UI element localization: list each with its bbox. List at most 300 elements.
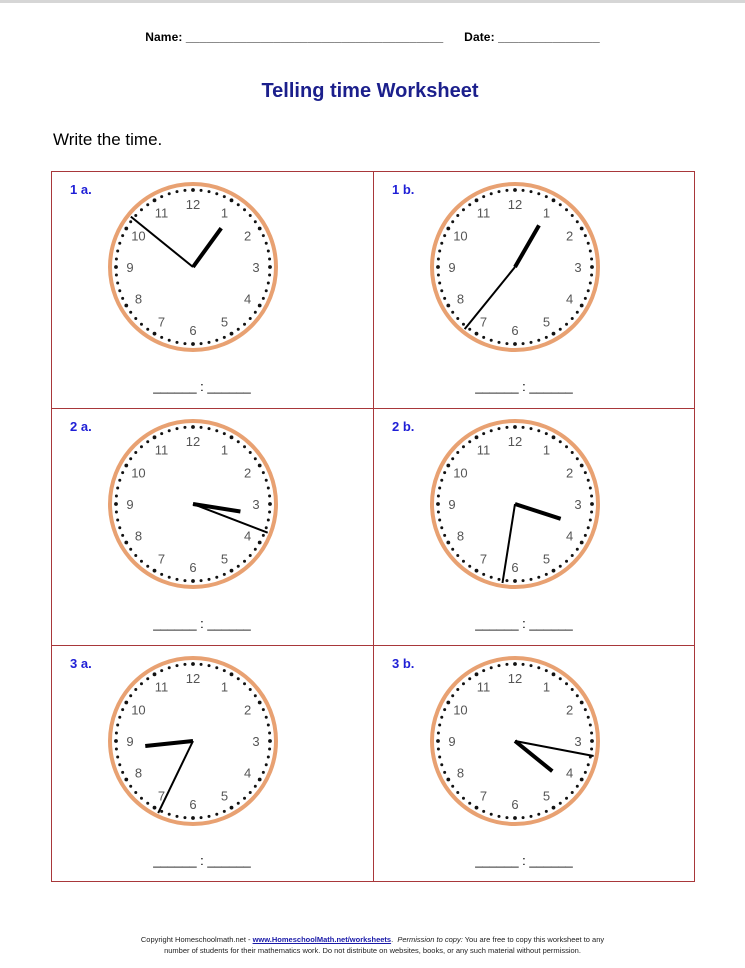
minute-dot (249, 317, 252, 320)
clock-number: 7 (479, 788, 488, 804)
minute-dot (443, 234, 446, 237)
minute-dot (545, 573, 548, 576)
minute-dot (559, 802, 562, 805)
date-label: Date: (464, 30, 495, 44)
minute-dot (129, 548, 132, 551)
minute-dot (436, 502, 440, 506)
minute-dot (134, 214, 137, 217)
minute-dot (530, 427, 533, 430)
clock-number: 12 (185, 671, 201, 686)
minute-dot (124, 227, 128, 231)
minute-dot (451, 548, 454, 551)
minute-dot (462, 682, 465, 685)
minute-dot (580, 464, 584, 468)
minute-dot (268, 274, 271, 277)
minute-dot (115, 731, 118, 734)
minute-dot (443, 534, 446, 537)
minute-dot (215, 339, 218, 342)
minute-dot (116, 519, 119, 522)
minute-dot (490, 429, 493, 432)
minute-dot (513, 425, 517, 429)
minute-dot (497, 190, 500, 193)
minute-dot (114, 265, 118, 269)
clock-number: 2 (243, 465, 252, 481)
clock-number: 10 (131, 228, 146, 244)
minute-dot (265, 716, 268, 719)
minute-dot (440, 242, 443, 245)
minute-dot (587, 526, 590, 529)
minute-dot (571, 554, 574, 557)
minute-dot (443, 297, 446, 300)
minute-dot (153, 672, 157, 676)
minute-dot (530, 341, 533, 344)
minute-dot (451, 694, 454, 697)
clock-number: 12 (185, 197, 201, 212)
minute-dot (146, 565, 149, 568)
clock-number: 12 (507, 434, 523, 449)
minute-dot (265, 763, 268, 766)
minute-dot (265, 526, 268, 529)
minute-dot (522, 426, 525, 429)
minute-dot (436, 265, 440, 269)
minute-dot (580, 541, 584, 545)
minute-dot (589, 249, 592, 252)
minute-dot (175, 427, 178, 430)
minute-dot (254, 311, 257, 314)
minute-dot (168, 813, 171, 816)
minute-dot (437, 511, 440, 514)
clock-number: 4 (243, 291, 252, 307)
problem-label: 2 a. (70, 419, 92, 434)
minute-dot (497, 815, 500, 818)
clock-number: 9 (126, 497, 134, 512)
minute-dot (114, 502, 118, 506)
minute-dot (565, 560, 568, 563)
clock-number: 11 (476, 205, 491, 221)
minute-dot (129, 220, 132, 223)
minute-dot (243, 445, 246, 448)
clock-number: 1 (542, 205, 551, 221)
minute-dot (513, 188, 517, 192)
minute-dot (545, 432, 548, 435)
minute-dot (580, 227, 584, 231)
minute-dot (129, 785, 132, 788)
minute-dot (191, 579, 195, 583)
minute-dot (446, 541, 450, 545)
minute-dot (160, 432, 163, 435)
minute-dot (584, 771, 587, 774)
minute-dot (116, 249, 119, 252)
clock-number: 12 (185, 434, 201, 449)
minute-dot (590, 502, 594, 506)
minute-dot (134, 688, 137, 691)
minute-dot (530, 664, 533, 667)
minute-dot (268, 502, 272, 506)
clock-number: 1 (220, 205, 229, 221)
minute-dot (223, 432, 226, 435)
problem-label: 1 b. (392, 182, 415, 197)
minute-dot (146, 677, 149, 680)
instruction-text: Write the time. (53, 130, 163, 149)
minute-dot (168, 576, 171, 579)
minute-dot (208, 664, 211, 667)
minute-dot (191, 342, 195, 346)
clock-number: 3 (574, 734, 582, 749)
minute-dot (451, 311, 454, 314)
minute-dot (183, 816, 186, 819)
worksheet-header (0, 30, 745, 44)
minute-dot (505, 663, 508, 666)
minute-dot (552, 332, 556, 336)
minute-dot (183, 426, 186, 429)
minute-dot (451, 457, 454, 460)
clock-number: 7 (479, 314, 488, 330)
minute-dot (505, 342, 508, 345)
minute-dot (576, 548, 579, 551)
minute-dot (522, 342, 525, 345)
minute-dot (475, 672, 479, 676)
minute-dot (468, 203, 471, 206)
minute-dot (446, 464, 450, 468)
minute-dot (200, 663, 203, 666)
minute-dot (559, 328, 562, 331)
minute-dot (230, 672, 234, 676)
minute-dot (438, 249, 441, 252)
minute-dot (456, 688, 459, 691)
minute-dot (497, 578, 500, 581)
minute-dot (268, 748, 271, 751)
minute-dot (200, 342, 203, 345)
clock-number: 8 (456, 528, 465, 544)
clock-number: 12 (507, 197, 523, 212)
minute-dot (482, 336, 485, 339)
minute-dot (191, 816, 195, 820)
minute-dot (589, 282, 592, 285)
clock-number: 9 (126, 260, 134, 275)
clock-number: 6 (511, 797, 519, 812)
clock-number: 8 (134, 291, 143, 307)
minute-dot (262, 708, 265, 711)
minute-dot (580, 701, 584, 705)
minute-dot (146, 203, 149, 206)
minute-dot (243, 797, 246, 800)
clock-number: 4 (565, 765, 574, 781)
problem-cell (374, 409, 695, 646)
minute-dot (160, 195, 163, 198)
minute-dot (590, 274, 593, 277)
problem-cell (374, 172, 695, 409)
minute-dot (168, 429, 171, 432)
minute-dot (265, 242, 268, 245)
clock-number: 10 (131, 702, 146, 718)
minute-dot (237, 440, 240, 443)
minute-dot (522, 579, 525, 582)
minute-dot (446, 778, 450, 782)
problem-cell (52, 409, 374, 646)
minute-dot (590, 265, 594, 269)
problem-cell (52, 172, 374, 409)
minute-dot (537, 429, 540, 432)
minute-dot (267, 282, 270, 285)
minute-dot (589, 519, 592, 522)
clock-number: 6 (189, 323, 197, 338)
minute-dot (200, 816, 203, 819)
minute-dot (559, 565, 562, 568)
clock-number: 9 (126, 734, 134, 749)
minute-dot (140, 560, 143, 563)
answer-blank: ______ : ______ (475, 616, 573, 631)
minute-dot (140, 208, 143, 211)
minute-dot (258, 464, 262, 468)
minute-dot (530, 815, 533, 818)
minute-dot (513, 816, 517, 820)
answer-blank: ______ : ______ (153, 379, 251, 394)
minute-dot (559, 440, 562, 443)
clock-number: 4 (243, 765, 252, 781)
minute-dot (243, 682, 246, 685)
minute-dot (254, 457, 257, 460)
minute-dot (522, 816, 525, 819)
minute-dot (438, 756, 441, 759)
minute-dot (438, 519, 441, 522)
minute-dot (490, 666, 493, 669)
minute-dot (440, 763, 443, 766)
minute-dot (522, 663, 525, 666)
problem-label: 3 a. (70, 656, 92, 671)
minute-dot (134, 791, 137, 794)
minute-dot (571, 451, 574, 454)
minute-dot (475, 569, 479, 573)
clock-number: 11 (476, 442, 491, 458)
minute-dot (153, 435, 157, 439)
minute-dot (249, 554, 252, 557)
answer-blank: ______ : ______ (153, 853, 251, 868)
clock-number: 1 (220, 442, 229, 458)
clock-number: 9 (448, 260, 456, 275)
minute-dot (121, 708, 124, 711)
minute-dot (254, 694, 257, 697)
minute-dot (475, 435, 479, 439)
minute-dot (268, 739, 272, 743)
minute-dot (584, 297, 587, 300)
minute-dot (118, 526, 121, 529)
minute-dot (230, 569, 234, 573)
minute-dot (580, 778, 584, 782)
minute-dot (175, 341, 178, 344)
minute-dot (513, 579, 517, 583)
minute-dot (565, 445, 568, 448)
minute-dot (587, 763, 590, 766)
clock-number: 4 (565, 528, 574, 544)
minute-dot (191, 425, 195, 429)
minute-dot (183, 663, 186, 666)
clock-number: 2 (243, 228, 252, 244)
clock-number: 7 (157, 551, 166, 567)
minute-dot (559, 203, 562, 206)
minute-dot (267, 756, 270, 759)
minute-dot (183, 342, 186, 345)
clock-number: 3 (252, 497, 260, 512)
minute-dot (267, 249, 270, 252)
minute-dot (118, 242, 121, 245)
clock-face (427, 653, 603, 829)
minute-dot (134, 451, 137, 454)
minute-dot (468, 565, 471, 568)
minute-dot (587, 289, 590, 292)
minute-dot (587, 479, 590, 482)
minute-dot (267, 486, 270, 489)
permission-text-1: You are free to copy this worksheet to any (462, 935, 605, 944)
problem-label: 1 a. (70, 182, 92, 197)
answer-blank: ______ : ______ (475, 379, 573, 394)
minute-dot (436, 739, 440, 743)
minute-dot (140, 323, 143, 326)
clock-number: 10 (131, 465, 146, 481)
minute-dot (140, 682, 143, 685)
footer-copyright: Copyright Homeschoolmath.net - www.HomeschoolMath.net/worksheets. Permission to copy: You are free to copy this worksheet to any number of students for their mathematics work. Do not distribute on websites, books, or any such material without permission. (0, 934, 745, 956)
minute-dot (183, 189, 186, 192)
minute-dot (121, 297, 124, 300)
minute-dot (537, 666, 540, 669)
minute-dot (223, 810, 226, 813)
clock-number: 1 (542, 442, 551, 458)
minute-dot (124, 541, 128, 545)
minute-dot (254, 548, 257, 551)
clock-number: 2 (565, 465, 574, 481)
minute-dot (571, 214, 574, 217)
clock-number: 8 (134, 528, 143, 544)
clock-number: 8 (134, 765, 143, 781)
minute-dot (584, 471, 587, 474)
minute-dot (258, 778, 262, 782)
clock-number: 11 (154, 679, 169, 695)
minute-dot (490, 192, 493, 195)
minute-dot (438, 282, 441, 285)
minute-dot (116, 282, 119, 285)
minute-dot (505, 579, 508, 582)
minute-dot (576, 785, 579, 788)
minute-dot (482, 573, 485, 576)
clock-face (105, 416, 281, 592)
minute-dot (200, 579, 203, 582)
clock-number: 10 (453, 702, 468, 718)
minute-dot (462, 797, 465, 800)
minute-dot (576, 220, 579, 223)
clock-number: 2 (565, 702, 574, 718)
minute-dot (262, 297, 265, 300)
minute-dot (530, 578, 533, 581)
minute-dot (589, 486, 592, 489)
minute-dot (545, 810, 548, 813)
minute-dot (124, 464, 128, 468)
minute-dot (230, 198, 234, 202)
minute-dot (456, 791, 459, 794)
problem-cell (374, 646, 695, 882)
permission-label: Permission to copy: (397, 935, 463, 944)
clock-number: 11 (476, 679, 491, 695)
minute-dot (124, 304, 128, 308)
minute-dot (437, 731, 440, 734)
minute-dot (545, 336, 548, 339)
minute-dot (565, 797, 568, 800)
minute-dot (115, 257, 118, 260)
clock-number: 5 (220, 551, 229, 567)
minute-dot (140, 445, 143, 448)
minute-dot (537, 576, 540, 579)
clock-number: 2 (243, 702, 252, 718)
minute-dot (249, 688, 252, 691)
minute-dot (118, 716, 121, 719)
minute-dot (230, 435, 234, 439)
minute-dot (118, 763, 121, 766)
minute-dot (118, 479, 121, 482)
minute-dot (565, 323, 568, 326)
minute-dot (254, 220, 257, 223)
minute-dot (437, 494, 440, 497)
minute-dot (237, 565, 240, 568)
minute-dot (237, 328, 240, 331)
minute-dot (437, 748, 440, 751)
minute-dot (230, 332, 234, 336)
minute-dot (168, 192, 171, 195)
minute-dot (160, 336, 163, 339)
minute-dot (116, 486, 119, 489)
minute-dot (438, 723, 441, 726)
minute-dot (462, 323, 465, 326)
minute-dot (262, 234, 265, 237)
minute-dot (482, 432, 485, 435)
minute-dot (468, 677, 471, 680)
minute-dot (175, 815, 178, 818)
minute-dot (440, 479, 443, 482)
minute-dot (590, 739, 594, 743)
clock-number: 7 (157, 788, 166, 804)
answer-blank: ______ : ______ (475, 853, 573, 868)
minute-dot (115, 511, 118, 514)
minute-dot (571, 791, 574, 794)
minute-dot (446, 304, 450, 308)
worksheets-link[interactable]: www.HomeschoolMath.net/worksheets (252, 935, 392, 944)
minute-dot (237, 677, 240, 680)
clock-number: 3 (574, 497, 582, 512)
minute-dot (590, 257, 593, 260)
clock-number: 11 (154, 442, 169, 458)
clock-face (105, 653, 281, 829)
minute-dot (545, 669, 548, 672)
clock-number: 6 (189, 797, 197, 812)
minute-dot (584, 534, 587, 537)
minute-dot (505, 426, 508, 429)
minute-dot (223, 195, 226, 198)
minute-dot (590, 511, 593, 514)
minute-dot (505, 816, 508, 819)
clock-number: 9 (448, 497, 456, 512)
minute-dot (243, 560, 246, 563)
minute-dot (116, 756, 119, 759)
minute-dot (468, 802, 471, 805)
clock-number: 1 (542, 679, 551, 695)
minute-dot (456, 214, 459, 217)
minute-dot (589, 723, 592, 726)
copyright-text: Copyright Homeschoolmath.net - (140, 935, 253, 944)
minute-dot (160, 669, 163, 672)
minute-dot (237, 802, 240, 805)
minute-dot (513, 662, 517, 666)
minute-dot (146, 802, 149, 805)
minute-dot (268, 731, 271, 734)
problem-grid (51, 171, 695, 882)
minute-dot (121, 471, 124, 474)
